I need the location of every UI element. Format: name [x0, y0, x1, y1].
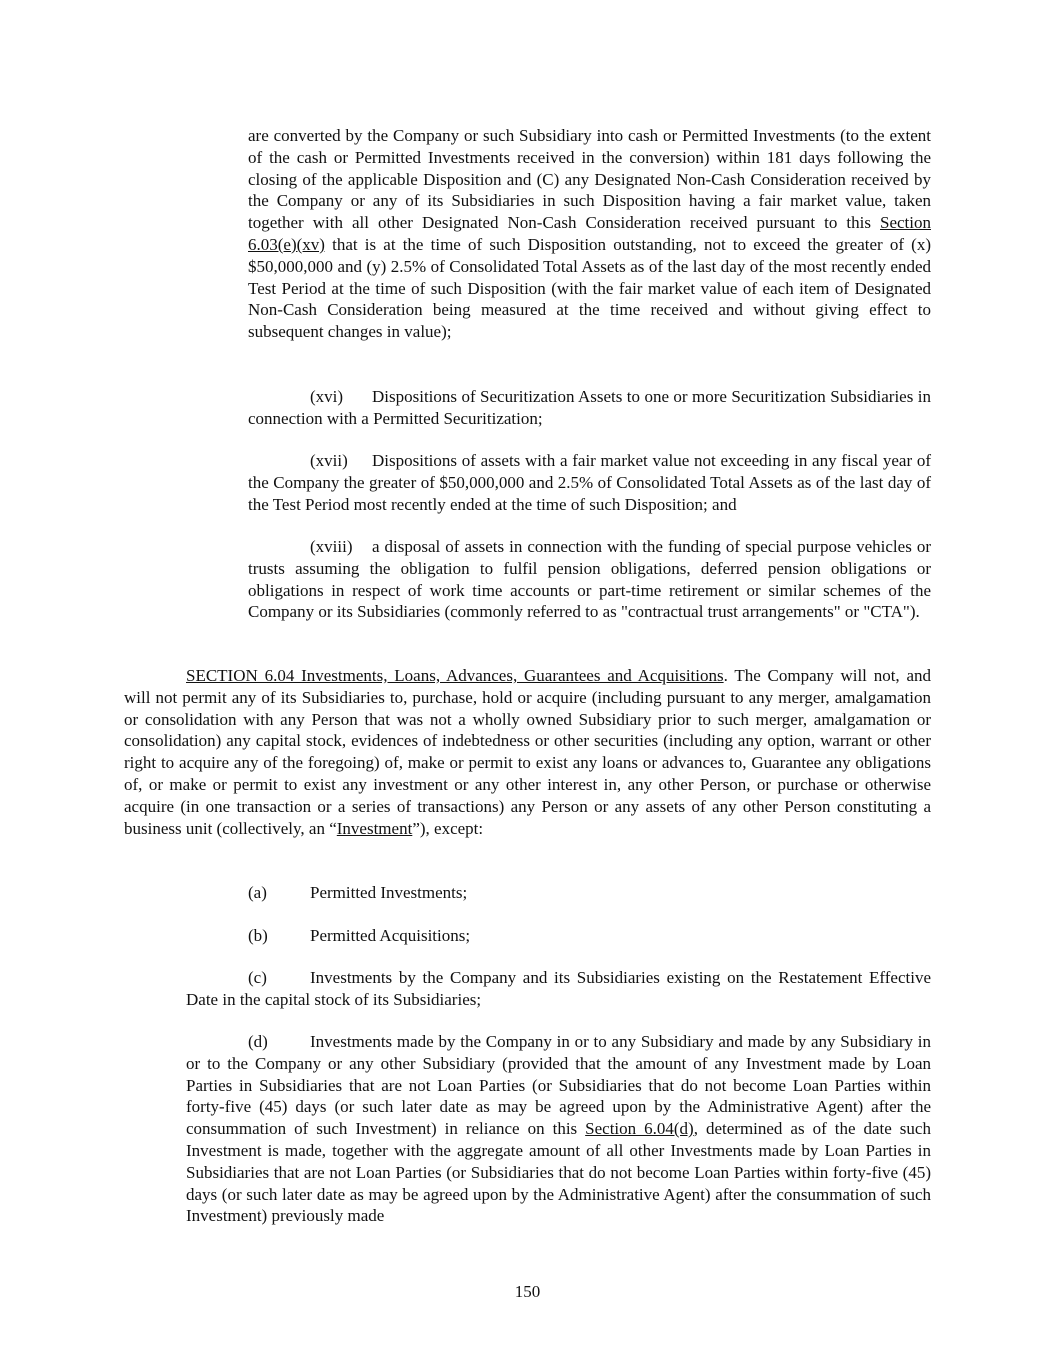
clause-xviii	[248, 536, 931, 623]
item-text: Permitted Investments;	[310, 883, 468, 902]
item-text: Investments made by the Company in or to any Subsidiary and made by any Subsidiary in or to the Company or any other Subsidiary (provided that the amount of any Investment made by Loan Parties in Subsidiaries that are not Loan Parties (or Subsidiaries that do not become Loan Parties within forty-five (45) days (or such later date as may be agreed upon by the Administrative Agent) after the consummation of such Investment) in reliance on this	[186, 1032, 931, 1139]
paragraph-text: that is at the time of such Disposition outstanding, not to exceed the greater of (x) $50,000,000 and (y) 2.5% of Consolidated Total Assets as of the last day of the most recently ended Test Period at the time of such Disposition (with the fair market value of each item of Designated Non-Cash Consideration being measured at the time received and without giving effect to subsequent changes in value);	[248, 234, 931, 342]
paragraph-text: are converted by the Company or such Subsidiary into cash or Permitted Investments (to the extent of the cash or Permitted Investments received in the conversion) within 181 days following the closing of the applicable Disposition and (C) any Designated Non-Cash Consideration received by the Company or any of its Subsidiaries in such Disposition having a fair market value, taken together with all other Designated Non-Cash Consideration received pursuant to this	[248, 126, 931, 233]
clause-label: (xviii)	[310, 537, 353, 556]
clause-label: (xvi)	[310, 387, 344, 406]
item-label: (d)	[248, 1032, 268, 1051]
continuation-paragraph	[248, 125, 931, 343]
item-label: (a)	[248, 883, 267, 902]
quote-mark: “	[329, 818, 337, 838]
page-number: 150	[514, 1282, 541, 1301]
item-c	[186, 967, 931, 1011]
section-reference: Section 6.04(d)	[585, 1119, 694, 1139]
clause-xvii	[248, 450, 931, 515]
section-reference: Section 6.03(e)(xv)	[248, 213, 931, 254]
item-b	[248, 925, 931, 947]
item-d	[186, 1031, 931, 1227]
item-text: Permitted Acquisitions;	[310, 926, 471, 945]
clause-text: a disposal of assets in connection with the funding of special purpose vehicles or trusts assuming the obligation to fulfil pension obligations, deferred pension obligations or obligations in respect of work time accounts or part-time retirement or similar schemes of the Company or its Subsidiaries (commonly referred to as "contractual trust arrangements" or "CTA").	[248, 537, 931, 622]
section-6-04	[124, 665, 931, 839]
item-a	[248, 882, 931, 904]
clause-xvi	[248, 386, 931, 430]
item-label: (c)	[248, 968, 267, 987]
defined-term: Investment	[336, 818, 413, 838]
clause-text: Dispositions of assets with a fair market value not exceeding in any fiscal year of the Company the greater of $50,000,000 and 2.5% of Consolidated Total Assets as of the last day of the Test Period most recently ended at the time of such Disposition; and	[248, 451, 931, 514]
item-text: Investments by the Company and its Subsidiaries existing on the Restatement Effective Date in the capital stock of its Subsidiaries;	[186, 968, 931, 1009]
section-text: ”), except:	[412, 818, 484, 838]
section-text: . The Company will not, and will not permit any of its Subsidiaries to, purchase, hold or acquire (including pursuant to any merger, amalgamation or consolidation with any Person that was not a wholly owned Subsidiary prior to such merger, amalgamation or consolidation) any capital stock, evidences of indebtedness or other securities (including any option, warrant or other right to acquire any of the foregoing) of, make or permit to exist any loans or advances to, Guarantee any obligations of, or make or permit to exist any investment or any other interest in, any other Person, or purchase or otherwise acquire (in one transaction or a series of transactions) any Person or any assets of any other Person constituting a business unit (collectively, an	[124, 666, 931, 838]
clause-text: Dispositions of Securitization Assets to one or more Securitization Subsidiaries in connection with a Permitted Securitization;	[248, 387, 931, 428]
item-label: (b)	[248, 926, 268, 945]
item-text: , determined as of the date such Investment is made, together with the aggregate amount of all other Investments made by Loan Parties in Subsidiaries that are not Loan Parties (or Subsidiaries that do not become Loan Parties within forty-five (45) days (or such later date as may be agreed upon by the Administrative Agent) after the consummation of such Investment) previously made	[186, 1119, 931, 1226]
clause-label: (xvii)	[310, 451, 348, 470]
section-heading: SECTION 6.04 Investments, Loans, Advances, Guarantees and Acquisitions	[186, 666, 724, 685]
